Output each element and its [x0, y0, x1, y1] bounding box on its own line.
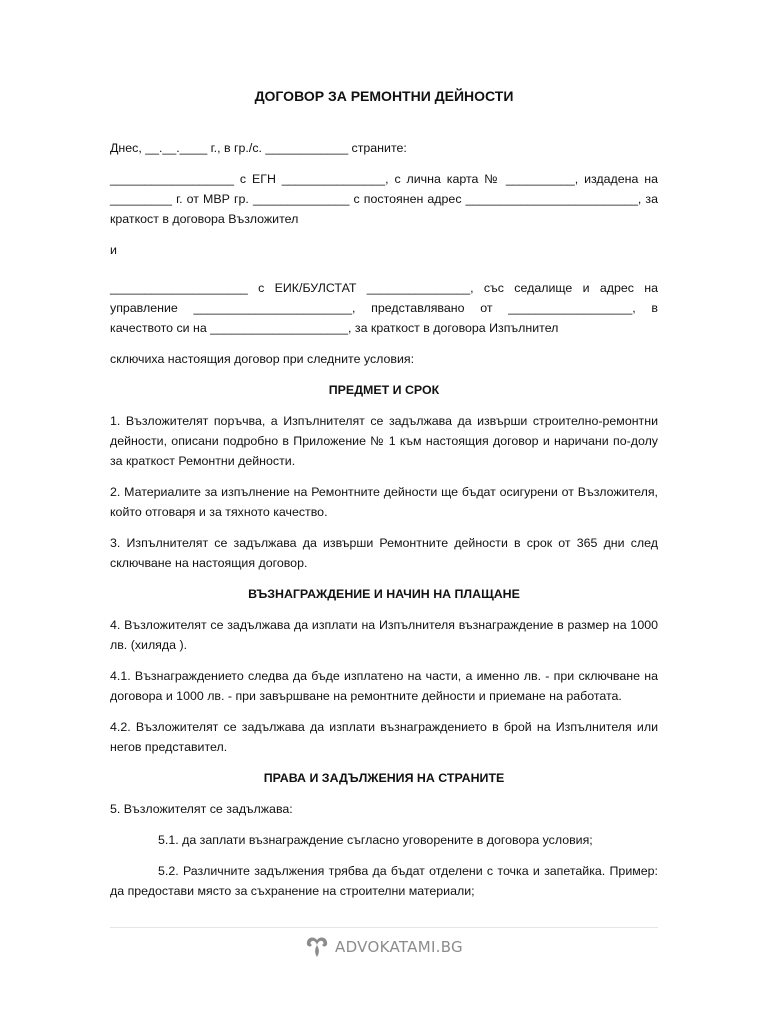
- section-heading-subject: ПРЕДМЕТ И СРОК: [328, 383, 440, 397]
- clause-4-2: 4.2. Възложителят се задължава да изплати възнаграждението в брой на Изпълнителя или негов представител.: [110, 720, 658, 754]
- clause-4-1: 4.1. Възнаграждението следва да бъде изплатено на части, а именно лв. - при сключване на договора и 1000 лв. - при завършване на ремонтните дейности и приемане на работата.: [110, 669, 658, 703]
- concluded-line: сключиха настоящия договор при следните условия:: [110, 352, 415, 366]
- document-body: [110, 86, 658, 912]
- ornament-icon: [305, 936, 329, 958]
- footer-divider: [110, 927, 658, 928]
- clause-2: 2. Материалите за изпълнение на Ремонтните дейности ще бъдат осигурени от Възложителя, който отговаря и за тяхното качество.: [110, 485, 658, 519]
- date-line: Днес, __.__.____ г., в гр./с. ____________ страните:: [110, 141, 407, 155]
- document-title: ДОГОВОР ЗА РЕМОНТНИ ДЕЙНОСТИ: [254, 88, 514, 104]
- clause-5: 5. Възложителят се задължава:: [110, 802, 293, 816]
- clause-5-1: 5.1. да заплати възнаграждение съгласно уговорените в договора условия;: [158, 833, 593, 847]
- party1-paragraph: __________________ с ЕГН _______________, с лична карта № __________, издадена на _________ г. от МВР гр. ______________ с постоянен адрес _________________________, за краткост в договора Възложител: [110, 172, 658, 226]
- section-heading-rights: ПРАВА И ЗАДЪЛЖЕНИЯ НА СТРАНИТЕ: [263, 771, 505, 785]
- footer-logo: [0, 936, 768, 964]
- and-word: и: [110, 243, 117, 257]
- section-heading-payment: ВЪЗНАГРАЖДЕНИЕ И НАЧИН НА ПЛАЩАНЕ: [248, 587, 520, 601]
- clause-5-2: 5.2. Различните задължения трябва да бъдат отделени с точка и запетайка. Пример: да предостави място за съхранение на строителни материали;: [110, 864, 658, 898]
- clause-1: 1. Възложителят поръчва, а Изпълнителят се задължава да извърши строително-ремонтни дейности, описани подробно в Приложение № 1 към настоящия договор и наричани по-долу за краткост Ремонтни дейности.: [110, 414, 658, 468]
- party2-paragraph: ____________________ с ЕИК/БУЛСТАТ _______________, със седалище и адрес на управление _______________________, представлявано от __________________, в качеството си на ____________________, за краткост в договора Изпълнител: [110, 281, 658, 335]
- clause-3: 3. Изпълнителят се задължава да извърши Ремонтните дейности в срок от 365 дни след сключване на настоящия договор.: [110, 536, 658, 570]
- clause-4: 4. Възложителят се задължава да изплати на Изпълнителя възнаграждение в размер на 1000 лв. (хиляда ).: [110, 618, 658, 652]
- footer-logo-text: ADVOKATAMI.BG: [335, 938, 463, 956]
